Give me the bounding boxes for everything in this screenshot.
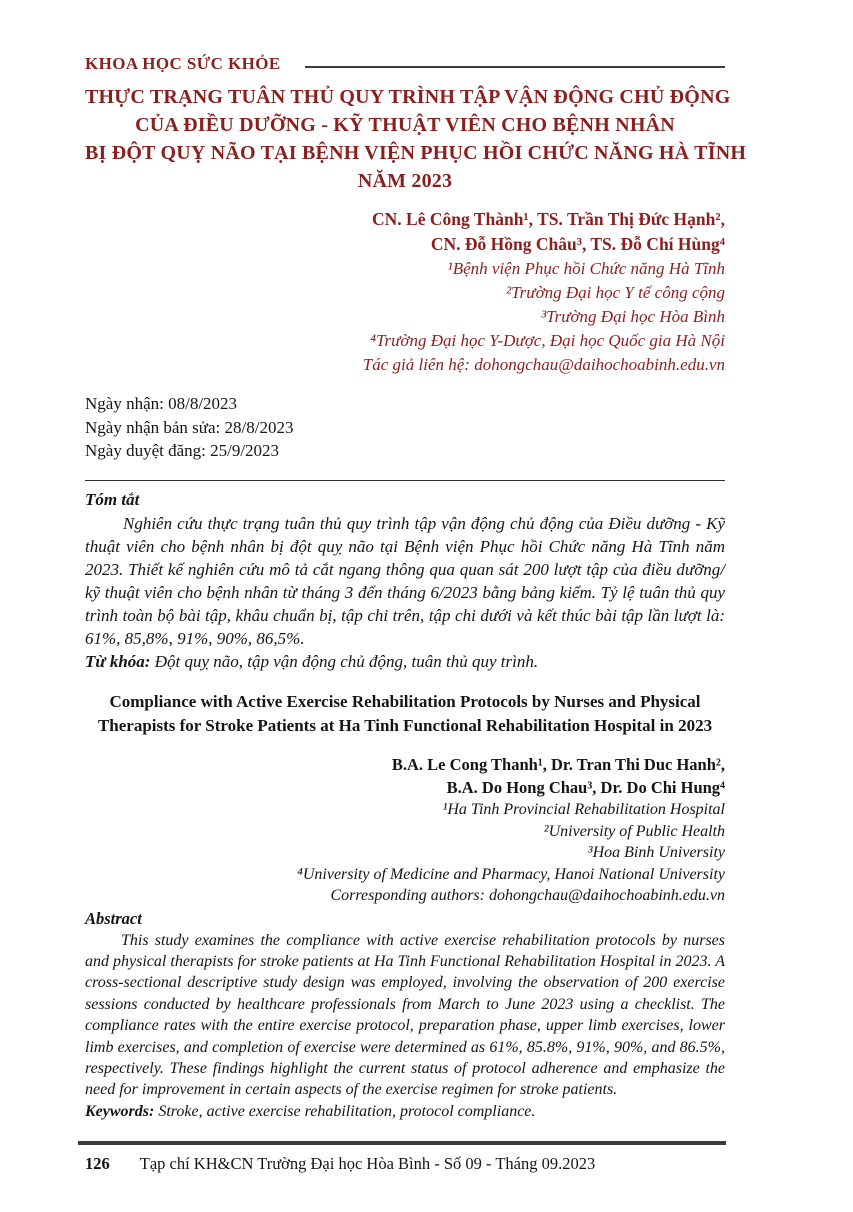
- affiliations-en: [85, 799, 725, 907]
- article-title-line: THỰC TRẠNG TUÂN THỦ QUY TRÌNH TẬP VẬN ĐỘNG CHỦ ĐỘNG: [85, 86, 731, 108]
- abstract-vi-body: Nghiên cứu thực trạng tuân thủ quy trình tập vận động chủ động của Điều dưỡng - Kỹ thuật viên cho bệnh nhân bị đột quỵ não tại Bệnh viện Phục hồi Chức năng Hà Tĩnh năm 2023. Thiết kế nghiên cứu mô tả cắt ngang thông qua quan sát 200 lượt tập của điều dưỡng/ kỹ thuật viên cho bệnh nhân từ tháng 3 đến tháng 6/2023 bằng bảng kiểm. Tỷ lệ tuân thủ quy trình toàn bộ bài tập, khâu chuẩn bị, tập chi trên, tập chi dưới và kết thúc bài tập lần lượt là: 61%, 85,8%, 91%, 90%, 86,5%.: [85, 513, 725, 648]
- article-title-en-line: Therapists for Stroke Patients at Ha Tinh Functional Rehabilitation Hospital in 2023: [97, 716, 713, 735]
- article-title-en-line: Compliance with Active Exercise Rehabilitation Protocols by Nurses and Physical: [109, 692, 701, 711]
- keywords-en-text: Stroke, active exercise rehabilitation, protocol compliance.: [154, 1102, 536, 1120]
- abstract-vi-heading: Tóm tắt: [85, 489, 140, 509]
- affiliation-line: ²Trường Đại học Y tế công cộng: [506, 283, 725, 302]
- abstract-en-heading: Abstract: [85, 908, 142, 928]
- affiliation-line: ³Trường Đại học Hòa Bình: [540, 307, 725, 326]
- page-header: [85, 54, 725, 74]
- author-en-line: B.A. Do Hong Chau³, Dr. Do Chi Hung⁴: [446, 778, 725, 797]
- affiliation-en-line: ¹Ha Tinh Provincial Rehabilitation Hospital: [442, 801, 725, 818]
- article-title-line: CỦA ĐIỀU DƯỠNG - KỸ THUẬT VIÊN CHO BỆNH NHÂN: [135, 114, 675, 136]
- author-en-line: B.A. Le Cong Thanh¹, Dr. Tran Thi Duc Hanh²,: [391, 755, 725, 774]
- date-received: Ngày nhận: 08/8/2023: [85, 394, 238, 413]
- affiliation-en-line: ³Hoa Binh University: [587, 844, 725, 861]
- page-footer: [85, 1141, 725, 1174]
- keywords-vi-text: Đột quỵ não, tập vận động chủ động, tuân thủ quy trình.: [150, 651, 539, 671]
- page-number: 126: [85, 1154, 110, 1173]
- affiliation-en-line: ²University of Public Health: [543, 822, 725, 840]
- article-title-line: BỊ ĐỘT QUỴ NÃO TẠI BỆNH VIỆN PHỤC HỒI CHỨC NĂNG HÀ TĨNH: [85, 142, 747, 164]
- article-title-line: NĂM 2023: [357, 170, 453, 192]
- abstract-vi-section: [85, 488, 725, 674]
- author-line: CN. Đỗ Hồng Châu³, TS. Đỗ Chí Hùng⁴: [430, 234, 725, 254]
- header-divider: [305, 66, 725, 68]
- affiliations-vi: [85, 257, 725, 377]
- abstract-en-section: [85, 907, 725, 1123]
- affiliation-line: ¹Bệnh viện Phục hồi Chức năng Hà Tĩnh: [447, 259, 725, 278]
- keywords-vi: [85, 650, 725, 674]
- abstract-en-body: This study examines the compliance with active exercise rehabilitation protocols by nurses and physical therapists for stroke patients at Ha Tinh Functional Rehabilitation Hospital in 2023. A cross-sectional descriptive study design was employed, involving the observation of 200 exercise sessions conducted by healthcare professionals from March to June 2023 using a checklist. The compliance rates with the entire exercise protocol, preparation phase, upper limb exercises, lower limb exercises, and completion of exercise were determined as 61%, 85.8%, 91%, 90%, and 86.5%, respectively. These findings highlight the current status of protocol adherence and emphasize the need for improvement in certain aspects of the exercise regimen for stroke patients.: [85, 931, 725, 1099]
- author-line: CN. Lê Công Thành¹, TS. Trần Thị Đức Hạnh²,: [372, 209, 725, 229]
- article-title-en: [85, 690, 725, 738]
- authors-vi: [85, 207, 725, 257]
- affiliation-line: ⁴Trường Đại học Y-Dược, Đại học Quốc gia Hà Nội: [370, 331, 725, 350]
- section-label: KHOA HỌC SỨC KHỎE: [85, 54, 281, 73]
- affiliation-en-line: ⁴University of Medicine and Pharmacy, Hanoi National University: [297, 865, 725, 883]
- abstract-divider: [85, 480, 725, 481]
- footer-row: [85, 1154, 725, 1174]
- keywords-en: [85, 1101, 725, 1123]
- corresponding-author-vi: Tác giả liên hệ: dohongchau@daihochoabinh.edu.vn: [362, 355, 725, 374]
- footer-divider: [78, 1141, 726, 1145]
- journal-name: Tạp chí KH&CN Trường Đại học Hòa Bình - Số 09 - Tháng 09.2023: [139, 1154, 596, 1173]
- authors-en: [85, 753, 725, 799]
- article-title-vi: [85, 83, 747, 195]
- keywords-en-label: Keywords:: [85, 1102, 155, 1120]
- date-revised: Ngày nhận bản sửa: 28/8/2023: [85, 417, 294, 437]
- manuscript-dates: [85, 392, 725, 463]
- corresponding-author-en: Corresponding authors: dohongchau@daihochoabinh.edu.vn: [330, 887, 725, 904]
- date-accepted: Ngày duyệt đăng: 25/9/2023: [85, 441, 280, 460]
- keywords-vi-label: Từ khóa:: [85, 651, 151, 671]
